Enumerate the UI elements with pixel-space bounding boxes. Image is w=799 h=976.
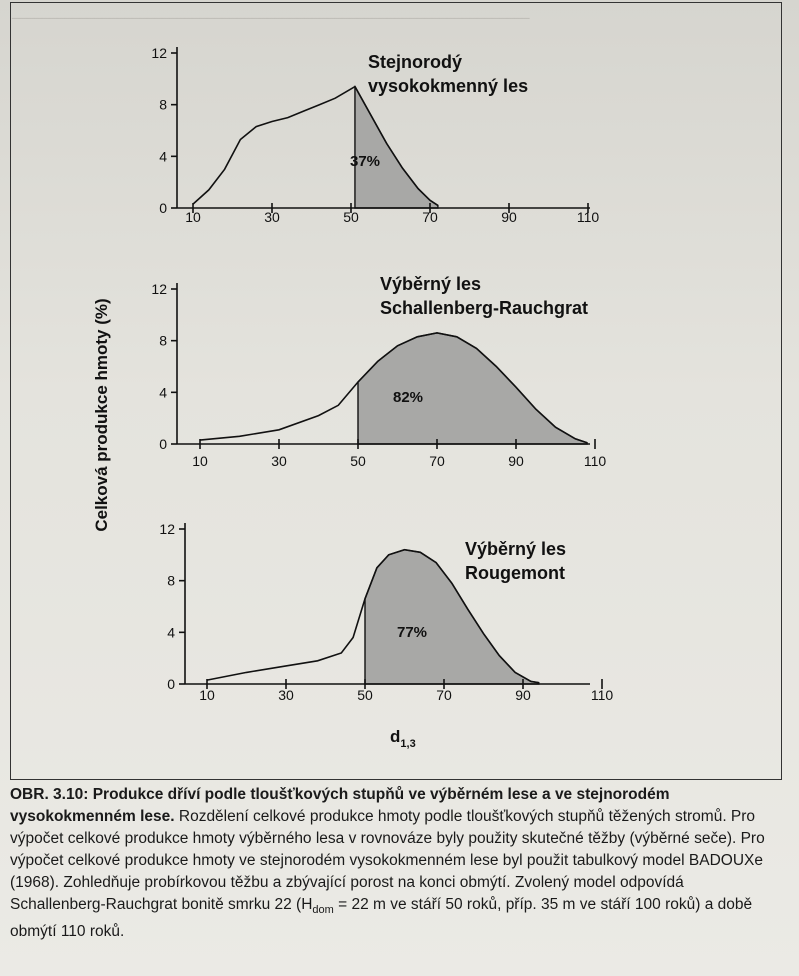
chart-title-1-line-2: vysokokmenný les	[368, 76, 529, 96]
y-axis-label: Celková produkce hmoty (%)	[92, 298, 111, 532]
chart-title-3-line-1: Výběrný les	[465, 539, 567, 559]
y-tick-label-3-8: 8	[167, 572, 175, 589]
y-tick-label-3-4: 4	[167, 624, 175, 641]
chart-title-2-line-1: Výběrný les	[380, 274, 482, 294]
shaded-percent-2: 82%	[392, 389, 424, 406]
y-tick-label-3-12: 12	[159, 521, 175, 537]
y-tick-label-2-0: 0	[159, 436, 167, 452]
shaded-percent-1: 37%	[349, 153, 381, 170]
y-tick-label-2-12: 12	[151, 281, 167, 297]
x-tick-label-2-30: 30	[271, 453, 287, 469]
shaded-area-1	[355, 87, 438, 208]
x-tick-label-3-110: 110	[590, 687, 614, 703]
chart-panels	[151, 45, 613, 703]
y-tick-label-1-4: 4	[159, 148, 167, 165]
x-tick-label-3-50: 50	[357, 687, 373, 703]
chart-title-2-line-2: Schallenberg-Rauchgrat	[380, 298, 589, 318]
x-tick-label-3-30: 30	[278, 687, 294, 703]
figure-caption	[10, 784, 780, 943]
caption-lead: Produkce dříví podle tloušťkových stupňů ve výběrném lese a ve stejnorodém vysokokmenném lese.	[10, 786, 670, 825]
chart-panel-2	[151, 274, 606, 469]
x-axis-label: $d_{1,3}$	[390, 727, 416, 750]
bleed-through-text: _____________________________________________________________________	[12, 5, 530, 21]
caption-body: Rozdělení celkové produkce hmoty podle tloušťkových stupňů těžených stromů. Pro výpočet celkové produkce hmoty výběrného lesa v rovnováze byly použity skutečné těžby (výběrné seče). Pro výpočet celkové produkce hmoty ve stejnorodém vysokokmenném lese byl použit tabulkový model BADOUXe (1968). Zohledňuje probírkovou těžbu a zbývající porost na konci obmýtí. Zvolený model odpovídá Schallenberg-Rauchgrat bonitě smrku 22 (H	[10, 808, 765, 913]
caption-label: OBR. 3.10:	[10, 786, 89, 803]
y-tick-label-1-8: 8	[159, 96, 167, 113]
y-tick-label-1-0: 0	[159, 200, 167, 216]
chart-title-3-line-2: Rougemont	[465, 563, 565, 583]
x-tick-label-1-10: 10	[185, 209, 201, 225]
x-tick-label-2-70: 70	[429, 453, 445, 469]
x-tick-label-1-50: 50	[343, 209, 359, 225]
x-tick-label-2-10: 10	[192, 453, 208, 469]
x-tick-label-2-110: 110	[583, 453, 607, 469]
y-tick-label-2-8: 8	[159, 332, 167, 349]
x-tick-label-2-90: 90	[508, 453, 524, 469]
x-tick-label-3-10: 10	[199, 687, 215, 703]
chart-panel-1	[151, 45, 599, 225]
caption-body-end: = 22 m ve stáří 50 roků, příp. 35 m ve stáří 100 roků) a době obmýtí 110 roků.	[10, 896, 753, 941]
x-tick-label-1-70: 70	[422, 209, 438, 225]
y-tick-label-1-12: 12	[151, 45, 167, 61]
y-tick-label-2-4: 4	[159, 384, 167, 401]
caption-subscript: dom	[312, 904, 334, 917]
x-tick-label-1-30: 30	[264, 209, 280, 225]
shaded-percent-3: 77%	[396, 624, 428, 641]
chart-panel-3	[159, 521, 613, 703]
y-tick-label-3-0: 0	[167, 676, 175, 692]
x-tick-label-1-90: 90	[501, 209, 517, 225]
x-tick-label-3-70: 70	[436, 687, 452, 703]
chart-title-1-line-1: Stejnorodý	[368, 52, 463, 72]
x-tick-label-2-50: 50	[350, 453, 366, 469]
x-tick-label-1-110: 110	[576, 209, 600, 225]
x-tick-label-3-90: 90	[515, 687, 531, 703]
